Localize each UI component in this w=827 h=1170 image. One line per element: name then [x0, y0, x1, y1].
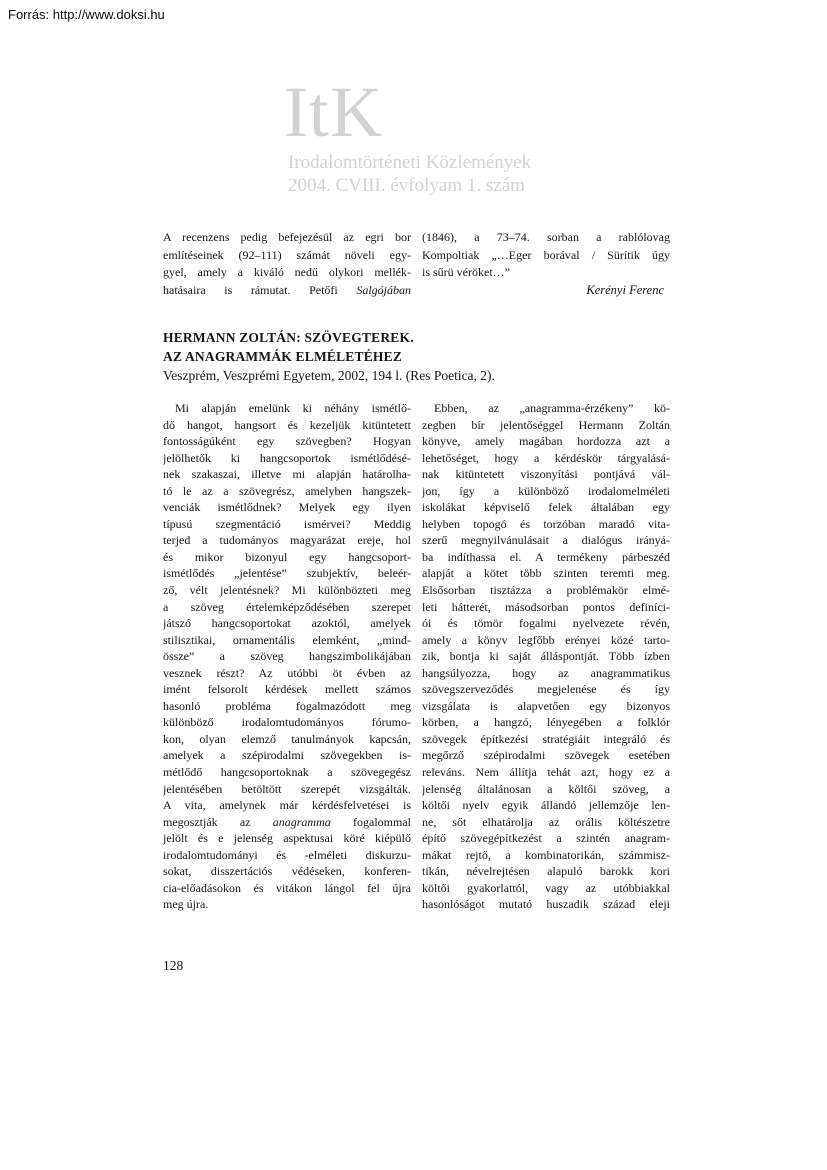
- text-line: jon, így a különböző irodalomelméleti: [422, 483, 670, 498]
- text-line: jelentésében betöltött szerepét vizsgálták.: [163, 781, 411, 796]
- text-line: zegben bír jelentőséggel Hermann Zoltán: [422, 417, 670, 432]
- text-line: venciák ismétlődnek? Melyek egy ilyen: [163, 500, 411, 515]
- previous-review-end: [163, 229, 670, 299]
- prev-review-left-column: [163, 229, 411, 299]
- text-line: különböző irodalomtudományos fórumo-: [163, 715, 411, 730]
- text-line: A recenzens pedig befejezésül az egri bor: [163, 230, 411, 244]
- text-line: ismétlődés „jelentése” szubjektív, beleér-: [163, 566, 411, 581]
- text-line: megőrző szépirodalmi szövegek esetében: [422, 748, 670, 763]
- text-line: építő szövegépítkezést a szintén anagram-: [422, 831, 670, 846]
- text-line: fontosságúként egy szövegben? Hogyan: [163, 434, 411, 449]
- review-title-line1: HERMANN ZOLTÁN: SZÖVEGTEREK.: [163, 330, 414, 345]
- journal-issue: 2004. CVIII. évfolyam 1. szám: [288, 175, 525, 196]
- text-line: amely a könyv legfőbb erényei közé tarto-: [422, 632, 670, 647]
- text-line: hasonló probléma fogalmazódott meg: [163, 698, 411, 713]
- text-line: ói és tömör fogalmi nyelvezete révén,: [422, 616, 670, 631]
- text-line: Ebben, az „anagramma-érzékeny” kö-: [434, 401, 670, 415]
- text-line: szövegek építkezési stratégiáit integráló és: [422, 731, 670, 746]
- text-line: Kompoltiak „…Eger borával / Sürítik úgy: [422, 247, 670, 262]
- text-line: jelölt és e jelenség aspektusai köré kiépülő: [163, 831, 411, 846]
- text-line: métlődő hangcsoportoknak a szövegegész: [163, 765, 411, 780]
- text-line: iskolákat képviselő felek általában egy: [422, 500, 670, 515]
- review-right-column: [422, 400, 670, 913]
- text-line: imént felsorolt kérdések mellett számos: [163, 682, 411, 697]
- text-line: ne, sőt elhatárolja az orális költészetre: [422, 814, 670, 829]
- text-line: kon, olyan elemző tanulmányok kapcsán,: [163, 731, 411, 746]
- review-author-signature: Kerényi Ferenc: [586, 282, 664, 297]
- text-line: körben, a hangzó, lényegében a folklór: [422, 715, 670, 730]
- text-line: a szöveg értelemképződésében szerepet: [163, 599, 411, 614]
- journal-logo-watermark: ItK: [284, 72, 383, 152]
- text-line: játszó hangcsoportokat azoktól, amelyek: [163, 616, 411, 631]
- text-line: cia-előadásokon és vitákon lángol fel újra: [163, 880, 411, 895]
- text-line: hasonlóságot mutató huszadik század eleji: [422, 897, 670, 912]
- text-line: is sűrü véröket…”: [422, 265, 510, 279]
- text-line: helyben topogó és torzóban maradó vita-: [422, 516, 670, 531]
- review-body: [163, 400, 670, 913]
- text-line: Mi alapján emelünk ki néhány ismétlő-: [175, 401, 411, 415]
- text-line: típusú szegmentáció ismérvei? Meddig: [163, 516, 411, 531]
- text-line: könyve, amely magában hordozza azt a: [422, 434, 670, 449]
- text-line: meg újra.: [163, 897, 209, 912]
- text-line: költői gyakorlattól, vagy az utóbbiakkal: [422, 880, 670, 895]
- text-line: hatásaira is rámutat. Petőfi Salgójában: [163, 282, 411, 297]
- text-line: alapját a kötet több szinten teremti meg.: [422, 566, 670, 581]
- review-heading: [163, 328, 670, 385]
- text-line: vizsgálata is alapvetően egy bizonyos: [422, 698, 670, 713]
- review-left-column: [163, 400, 411, 913]
- text-line: megosztják az anagramma fogalommal: [163, 814, 411, 829]
- text-line: leti hátterét, másodsorban pontos definíci-: [422, 599, 670, 614]
- text-line: szerű megnyilvánulásait a dialógus irányá-: [422, 533, 670, 548]
- text-line: jelenség általánosan a költői szöveg, a: [422, 781, 670, 796]
- text-line: tó le az a szövegrész, amelyben hangszek-: [163, 483, 411, 498]
- text-line: zik, bontja ki saját álláspontját. Több ízben: [422, 649, 670, 664]
- text-line: hangsúlyozza, hogy az anagrammatikus: [422, 665, 670, 680]
- text-line: amelyek a szépirodalmi szövegekben is-: [163, 748, 411, 763]
- text-line: dő hangot, hangsort és kezeljük kitüntetett: [163, 417, 411, 432]
- page-number: 128: [163, 958, 184, 973]
- review-imprint: Veszprém, Veszprémi Egyetem, 2002, 194 l. (Res Poetica, 2).: [163, 368, 495, 383]
- text-line: lehetőséget, hogy a kérdéskör tárgyalásá-: [422, 450, 670, 465]
- text-line: említéseinek (92–111) számát növeli egy-: [163, 247, 411, 262]
- text-line: A vita, amelynek már kérdésfelvetései is: [163, 798, 411, 813]
- text-line: gyel, amely a kiváló nedű olykori mellék-: [163, 265, 411, 279]
- text-line: ba indíthassa el. A termékeny párbeszéd: [422, 549, 670, 564]
- text-line: költői nyelv egyik állandó jellemzője len-: [422, 798, 670, 813]
- prev-review-right-lines: [422, 229, 670, 282]
- text-line: tikán, névelrejtésen alapuló barokk kori: [422, 864, 670, 879]
- text-line: szövegszerveződés megjelenése és így: [422, 682, 670, 697]
- review-title-line2: AZ ANAGRAMMÁK ELMÉLETÉHEZ: [163, 349, 403, 364]
- text-line: sokat, disszertációs védéseken, konferen-: [163, 864, 411, 879]
- source-note: Forrás: http://www.doksi.hu: [8, 7, 165, 22]
- text-line: nak kitüntetett viszonyítási pontjává vál-: [422, 467, 670, 482]
- journal-name: Irodalomtörténeti Közlemények: [288, 152, 532, 173]
- text-line: releváns. Nem állítja tehát azt, hogy ez a: [422, 765, 670, 780]
- text-line: jelölhetők ki hangcsoportok ismétlődésé-: [163, 450, 411, 465]
- text-line: mákat rejtő, a kombinatorikán, számmisz-: [422, 847, 670, 862]
- text-line: és mikor bizonyul egy hangcsoport-: [163, 549, 411, 564]
- text-line: Elsősorban tisztázza a problémakör elmé-: [422, 583, 670, 598]
- text-line: ző, vélt jelentésnek? Mi különbözteti meg: [163, 583, 411, 598]
- text-line: (1846), a 73–74. sorban a rablólovag: [422, 230, 670, 244]
- text-line: vesznek részt? Az utóbbi öt évben az: [163, 665, 411, 680]
- text-line: terjed a tudományos magyarázat ereje, hol: [163, 533, 411, 548]
- journal-masthead: [288, 151, 531, 197]
- text-line: irodalomtudományi és -elméleti diskurzu-: [163, 847, 411, 862]
- text-line: stilisztikai, ornamentális elemként, „mind-: [163, 632, 411, 647]
- text-line: össze” a szöveg hangszimbolikájában: [163, 649, 411, 664]
- prev-review-right-column: [422, 229, 670, 299]
- text-line: nek szakaszai, illetve mi alapján határolha-: [163, 467, 411, 482]
